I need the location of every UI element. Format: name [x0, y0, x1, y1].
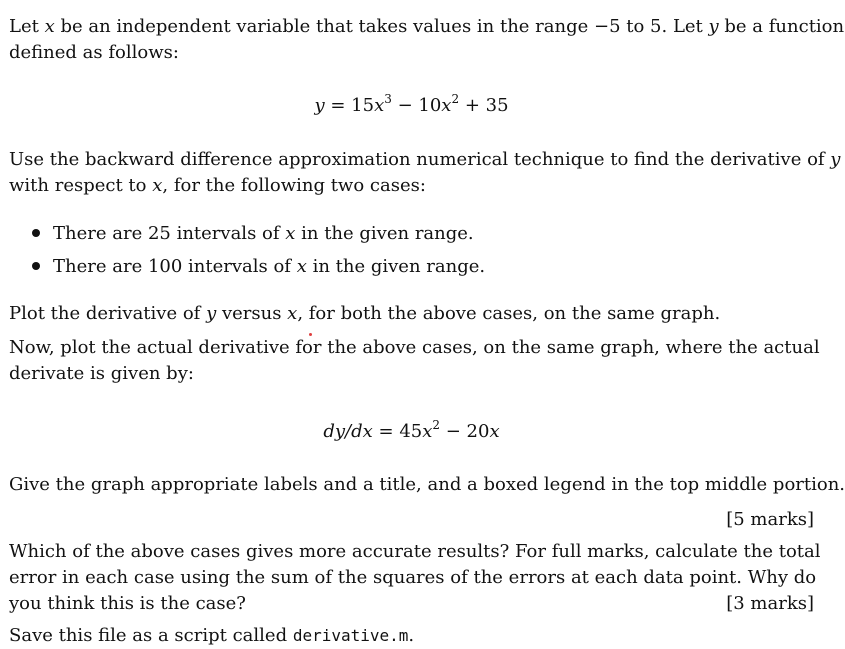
bullet-icon — [32, 262, 40, 270]
range-value: −5 to 5 — [594, 16, 662, 37]
derivative-equation: $dy/dx = 45x^2 - 20x$ — [323, 418, 500, 442]
save-instruction-paragraph: Save this file as a script called derivative.m. — [9, 625, 415, 646]
function-equation: $y = 15x^3 - 10x^2 + 35$ — [314, 92, 509, 116]
var-y: y — [708, 16, 719, 37]
method-paragraph: Use the backward difference approximation numerical technique to find the derivative of y with respect to x, for the following two cases: — [9, 149, 841, 196]
accuracy-question-paragraph: Which of the above cases gives more accurate results? For full marks, calculate the total error in each case using the sum of the squares of the errors at each data point. Why do you think this is the case? — [9, 541, 821, 614]
list-item: There are 25 intervals of x in the given range. — [9, 221, 814, 254]
intro-line-2: defined as follows: — [9, 42, 179, 63]
graph-requirements-paragraph: Give the graph appropriate labels and a title, and a boxed legend in the top middle portion. — [9, 474, 845, 495]
plot-paragraph: Plot the derivative of y versus x, for both the above cases, on the same graph. — [9, 303, 721, 324]
stray-mark — [309, 333, 312, 336]
marks-badge: [5 marks] — [726, 509, 814, 530]
bullet-icon — [32, 229, 40, 237]
intro-text-3: . Let — [661, 16, 709, 37]
var-y: y — [830, 149, 841, 170]
intro-paragraph — [9, 14, 845, 66]
list-item: There are 100 intervals of x in the given range. — [9, 254, 814, 287]
actual-derivative-paragraph: Now, plot the actual derivative for the above cases, on the same graph, where the actual derivate is given by: — [9, 337, 820, 384]
intro-text-1: Let — [9, 16, 45, 37]
intro-text-2: be an independent variable that takes values in the range — [54, 16, 594, 37]
intro-text-4: be a function — [718, 16, 845, 37]
script-filename: derivative.m — [292, 626, 409, 645]
cases-list — [9, 221, 814, 287]
var-x: x — [44, 16, 55, 37]
marks-badge: [3 marks] — [726, 593, 814, 614]
var-x: x — [152, 175, 163, 196]
